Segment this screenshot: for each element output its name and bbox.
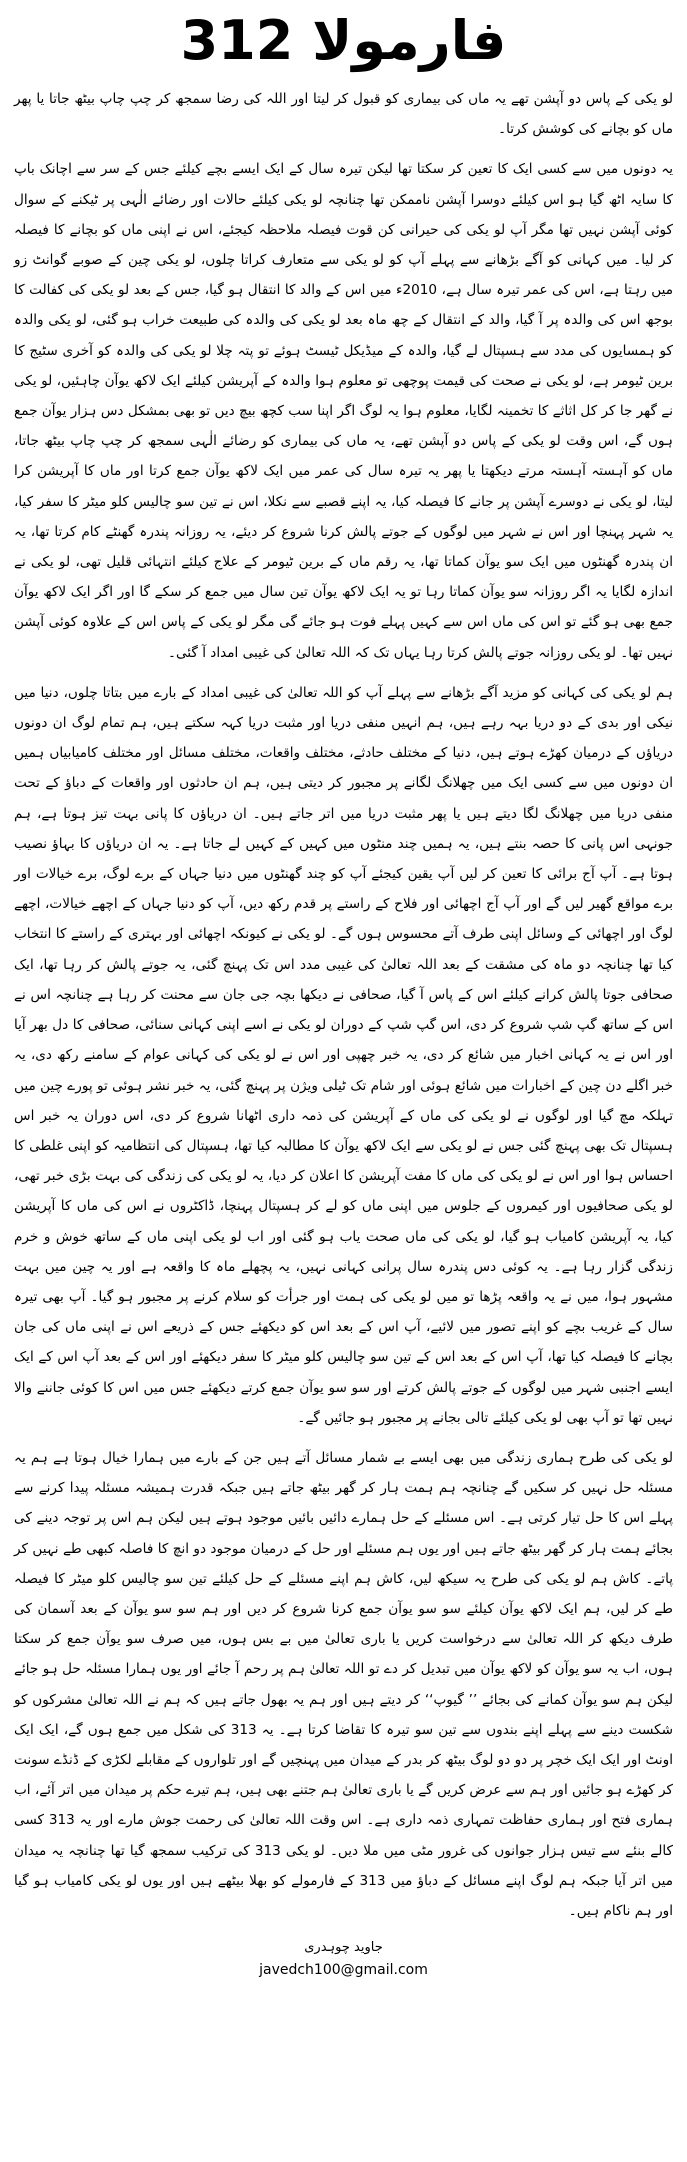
column-title: فارمولا 312 xyxy=(180,9,507,72)
article-paragraph: لو یکی کے پاس دو آپشن تھے یہ ماں کی بیماری کو قبول کر لیتا اور اللہ کی رضا سمجھ کر چپ چاپ بیٹھ جاتا یا پھر ماں کو بچانے کی کوشش کرتا۔ xyxy=(14,91,673,138)
article-paragraph: لو یکی کی طرح ہماری زندگی میں بھی ایسے بے شمار مسائل آتے ہیں جن کے بارے میں ہمارا خیال ہوتا ہے ہم یہ مسئلہ حل نہیں کر سکیں گے چنانچہ ہم ہمت ہار کر گھر بیٹھ جاتے ہیں جبکہ قدرت ہمیشہ مسئلہ پیدا کرنے سے پہلے اس کا حل تیار کرتی ہے۔ اس مسئلے کے حل ہمارے دائیں بائیں موجود ہوتے ہیں لیکن ہم اس پر توجہ دینے کی بجائے ہمت ہار کر گھر بیٹھ جاتے ہیں اور یوں ہم مسئلے اور حل کے درمیان موجود دو انچ کا فاصلہ کبھی طے نہیں کر پاتے۔ کاش ہم لو یکی کی طرح یہ سیکھ لیں، کاش ہم اپنے مسئلے کے حل کیلئے تین سو چالیس کلو میٹر کا فیصلہ طے کر لیں، ہم ایک لاکھ یوآن کیلئے سو سو یوآن جمع کرنا شروع کر دیں اور ہم سو سو یوآن کے بعد آسمان کی طرف دیکھ کر اللہ تعالیٰ سے درخواست کریں یا باری تعالیٰ میں بے بس ہوں، میں صرف سو یوآن جمع کر سکتا ہوں، اب یہ سو یوآن کو لاکھ یوآن میں تبدیل کر دے تو اللہ تعالیٰ ہم پر رحم آ جائے اور یوں ہمارا مسئلہ حل ہو جائے لیکن ہم سو یوآن کمانے کی بجائے ’’ گیوپ‘‘ کر دیتے ہیں اور ہم یہ بھول جاتے ہیں کہ ہم نے اللہ تعالیٰ مشرکوں کو شکست دینے سے پہلے اپنے بندوں سے تین سو تیرہ کا تقاضا کرتا ہے۔ یہ 313 کی شکل میں جمع ہوں گے، ایک ایک اونٹ اور ایک ایک خچر پر دو دو لوگ بیٹھ کر بدر کے میدان میں پہنچیں گے اور تلواروں کے مقابلے لکڑی کے ڈنڈے سونت کر کھڑے ہو جائیں اور ہم سے عرض کریں گے یا باری تعالیٰ ہم جتنے بھی ہیں، ہم تیرے حکم پر میدان میں اتر آئے، اب ہماری فتح اور ہماری حفاظت تمہاری ذمہ داری ہے۔ اس وقت اللہ تعالیٰ کی رحمت جوش مارے اور یہ 313 کسی کالے بنئے سے تیس ہزار جوانوں کی غرور مٹی میں ملا دیں۔ لو یکی 313 کی ترکیب سمجھ گیا تھا چنانچہ یہ میدان میں اتر آیا جبکہ ہم لوگ اپنے مسائل کے دباؤ میں 313 کے فارمولے کو بھلا بیٹھے ہیں اور یوں لو یکی کامیاب ہو گیا اور ہم ناکام ہیں۔ xyxy=(14,1449,674,1919)
article-body xyxy=(14,84,673,1926)
title-block xyxy=(14,8,673,80)
article-paragraph: ہم لو یکی کی کہانی کو مزید آگے بڑھانے سے پہلے آپ کو اللہ تعالیٰ کی غیبی امداد کے بارے میں بتاتا چلوں، دنیا میں نیکی اور بدی کے دو دریا بہہ رہے ہیں، ہم انہیں منفی دریا اور مثبت دریا کہہ سکتے ہیں، ہم تمام لوگ ان دونوں دریاؤں کے درمیان کھڑے ہوتے ہیں، دنیا کے مختلف حادثے، مختلف واقعات، مختلف مسائل اور مختلف کامیابیاں ہمیں ان دونوں میں سے کسی ایک میں چھلانگ لگانے پر مجبور کر دیتی ہیں، ہم ان حادثوں اور واقعات کے دباؤ کے تحت منفی دریا میں چھلانگ لگا دیتے ہیں یا پھر مثبت دریا میں اتر جاتے ہیں۔ ان دریاؤں کا پانی بہت تیز ہوتا ہے، ہم جونہی اس پانی کا حصہ بنتے ہیں، یہ ہمیں چند منٹوں میں کہیں کے کہیں لے جاتا ہے۔ یہ ان دریاؤں کا بہاؤ نصیب ہوتا ہے۔ آپ آج برائی کا تعین کر لیں آپ یقین کیجئے آپ کو چند گھنٹوں میں دنیا جہاں کے برے لوگ، برے خیالات اور برے مواقع گھیر لیں گے اور آپ آج اچھائی اور فلاح کے راستے پر قدم رکھ دیں، آپ کو دنیا جہاں کے اچھے خیالات، اچھے لوگ اور اچھائی کے وسائل اپنی طرف آتے محسوس ہوں گے۔ لو یکی نے کیونکہ اچھائی اور بہتری کے راستے کا انتخاب کیا تھا چنانچہ دو ماہ کی مشقت کے بعد اللہ تعالیٰ کی غیبی مدد اس تک پہنچ گئی، یہ جوتے پالش کر رہا تھا، ایک صحافی جوتا پالش کرانے کیلئے اس کے پاس آ گیا، صحافی نے دیکھا بچہ جی جان سے محنت کر رہا ہے چنانچہ اس نے اس کے ساتھ گپ شپ شروع کر دی، اس گپ شپ کے دوران لو یکی نے اسے اپنی کہانی سنائی، صحافی کا دل بھر آیا اور اس نے یہ کہانی اخبار میں شائع کر دی، یہ خبر چھپی اور اس نے لو یکی کی کہانی عوام کے سامنے رکھ دی، یہ خبر اگلے دن چین کے اخبارات میں شائع ہوئی اور شام تک ٹیلی ویژن پر پہنچ گئی، یہ خبر نشر ہوئی تو پورے چین میں تہلکہ مچ گیا اور لوگوں نے لو یکی کی ماں کے آپریشن کی ذمہ داری اٹھانا شروع کر دی، اس دوران یہ خبر اس ہسپتال تک بھی پہنچ گئی جس نے لو یکی سے ایک لاکھ یوآن کا مطالبہ کیا تھا، ہسپتال کی انتظامیہ کو اپنی غلطی کا احساس ہوا اور اس نے لو یکی کی ماں کا مفت آپریشن کا اعلان کر دیا، یہ لو یکی کی زندگی کی بہت بڑی خبر تھی، لو یکی صحافیوں اور کیمروں کے جلوس میں اپنی ماں کو لے کر ہسپتال پہنچا، ڈاکٹروں نے اس کی ماں کا آپریشن کیا، یہ آپریشن کامیاب ہو گیا، لو یکی کی ماں صحت یاب ہو گئی اور اب لو یکی اپنی ماں کے ساتھ خوش و خرم زندگی گزار رہا ہے۔ یہ کوئی دس پندرہ سال پرانی کہانی نہیں، یہ پچھلے ماہ کا واقعہ ہے اور یہ چین میں بہت مشہور ہوا، میں نے یہ واقعہ پڑھا تو میں لو یکی کی ہمت اور جرأت کو سلام کرنے پر مجبور ہو گیا۔ آپ بھی تیرہ سال کے غریب بچے کو اپنے تصور میں لائیے، آپ اس کے بعد اس کو دیکھئے جس کے ذریعے اس نے اپنی ماں کی جان بچانے کا فیصلہ کیا تھا، آپ اس کے بعد اس کے تین سو چالیس کلو میٹر کا سفر دیکھئے اور اس کے بعد آپ اس کے ایک ایسے اجنبی شہر میں لوگوں کے جوتے پالش کرتے اور سو سو یوآن جمع کرتے دیکھئے جس میں اس کا کوئی جاننے والا نہیں تھا تو آپ بھی لو یکی کیلئے تالی بجانے پر مجبور ہو جائیں گے۔ xyxy=(14,684,673,1426)
author-block xyxy=(14,1936,673,1980)
article-paragraph: یہ دونوں میں سے کسی ایک کا تعین کر سکتا تھا لیکن تیرہ سال کے ایک ایسے بچے کیلئے جس کے سر سے اچانک باپ کا سایہ اٹھ گیا ہو اس کیلئے دوسرا آپشن ناممکن تھا چنانچہ لو یکی کیلئے حالات اور رضائے الٰہی پر ٹیکنے کے سوال کوئی آپشن نہیں تھا مگر آپ لو یکی کی حیرانی کن قوت فیصلہ ملاحظہ کیجئے، اس نے اپنی ماں کو بچانے کا فیصلہ کر لیا۔ میں کہانی کو آگے بڑھانے سے پہلے آپ کو لو یکی سے متعارف کراتا چلوں، لو یکی چین کے صوبے گوانٹ زو میں رہتا ہے، اس کی عمر تیرہ سال ہے، 2010ء میں اس کے والد کا انتقال ہو گیا، جس کے بعد لو یکی کی کفالت کا بوجھ اس کی والدہ پر آ گیا، والد کے انتقال کے چھ ماہ بعد لو یکی کی والدہ کی طبیعت خراب ہو گئی، لو یکی والدہ کو ہمسایوں کی مدد سے ہسپتال لے گیا، والدہ کے میڈیکل ٹیسٹ ہوئے تو پتہ چلا لو یکی کی والدہ کو آخری سٹیج کا برین ٹیومر ہے، لو یکی نے صحت کی قیمت پوچھی تو معلوم ہوا والدہ کے آپریشن کیلئے ایک لاکھ یوآن چاہئیں، لو یکی نے گھر جا کر کل اثاثے کا تخمینہ لگایا، معلوم ہوا یہ لوگ اگر اپنا سب کچھ بیچ دیں تو بھی بمشکل دس ہزار یوآن جمع ہوں گے، اس وقت لو یکی کے پاس دو آپشن تھے، یہ ماں کی بیماری کو رضائے الٰہی سمجھ کر چپ چاپ بیٹھ جاتا، ماں کو آہستہ آہستہ مرتے دیکھتا یا پھر یہ تیرہ سال کی عمر میں ایک لاکھ یوآن جمع کرتا اور ماں کا آپریشن کرا لیتا، لو یکی نے دوسرے آپشن پر جانے کا فیصلہ کیا، یہ اپنے قصبے سے نکلا، اس نے تین سو چالیس کلو میٹر کا سفر کیا، یہ شہر پہنچا اور اس نے شہر میں لوگوں کے جوتے پالش کرنا شروع کر دیئے، یہ روزانہ پندرہ گھنٹے کام کرتا تھا، یہ ان پندرہ گھنٹوں میں ایک سو یوآن کماتا تھا، یہ رقم ماں کے برین ٹیومر کے علاج کیلئے انتہائی قلیل تھی، لو یکی نے اندازہ لگایا یہ اگر روزانہ سو یوآن کماتا رہا تو یہ ایک لاکھ یوآن تین سال میں جمع کر سکے گا اور اگر ایک لاکھ یوآن جمع بھی ہو گئے تو اس کی ماں اس سے کہیں پہلے فوت ہو جائے گی مگر لو یکی کے پاس اس کے علاوہ کوئی آپشن نہیں تھا۔ لو یکی روزانہ جوتے پالش کرتا رہا یہاں تک کہ اللہ تعالیٰ کی غیبی امداد آ گئی۔ xyxy=(14,161,673,661)
author-email: javedch100@gmail.com xyxy=(259,1962,428,1979)
author-name: جاوید چوہدری xyxy=(304,1940,383,1956)
